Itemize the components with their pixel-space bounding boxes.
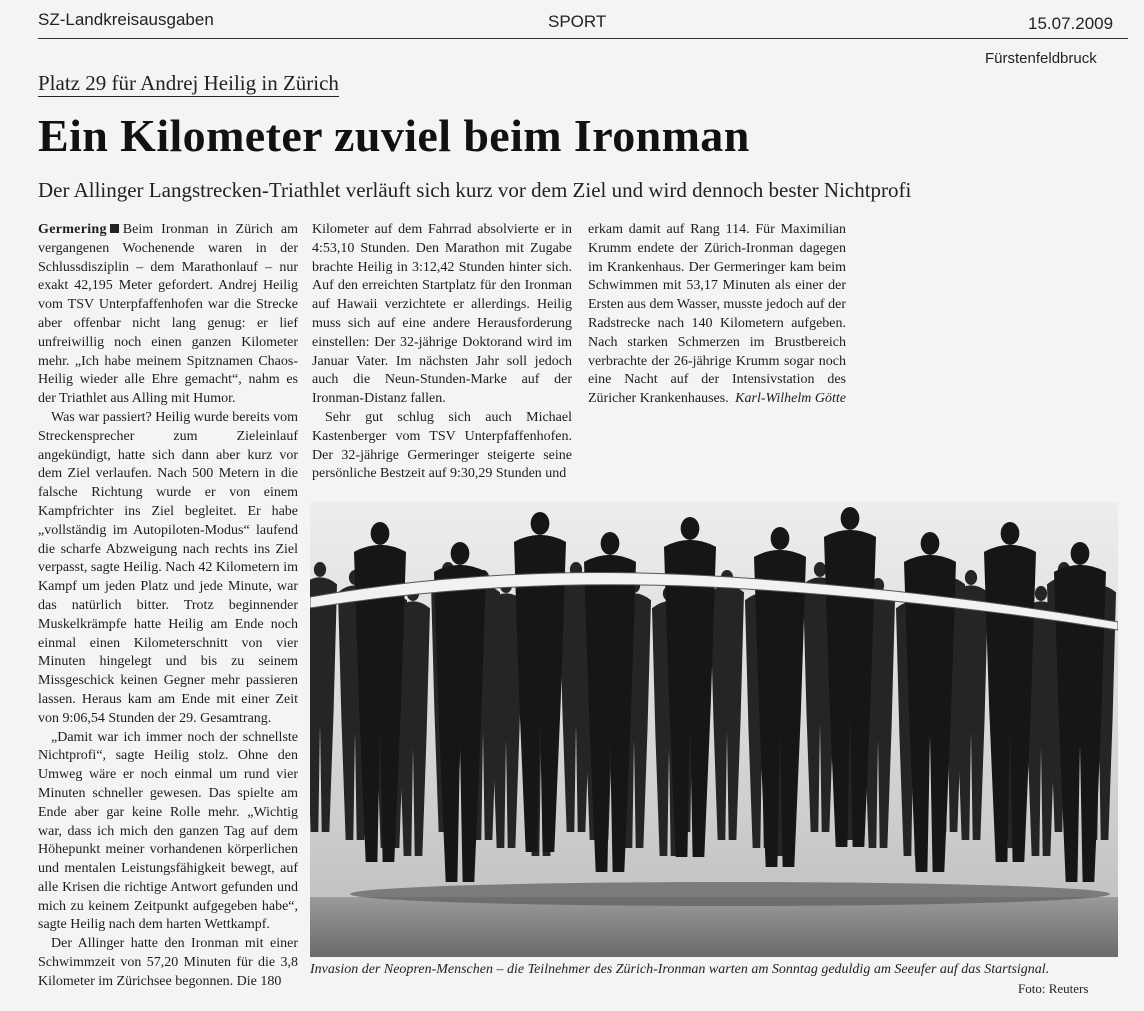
swimmer-head [921,532,940,555]
article-author: Karl-Wilhelm Götte [735,391,846,407]
article-column-3 [588,221,846,483]
article-headline: Ein Kilometer zuviel beim Ironman [38,110,750,161]
swimmer-head [681,517,700,540]
triathletes-photo-illustration [310,502,1118,957]
article-paragraph: erkam damit auf Rang 114. Für Maximilian Krumm endete der Zürich-Ironman dagegen im Krankenhaus. Der Germeringer kam beim Schwimmen mit 53,17 Minuten als einer der Ersten aus dem Wasser, musste jedoch auf der Radstrecke nach 140 Kilometern aufgeben. Nach starken Schmerzen im Brustbereich verbrachte der 26-jährige Krumm sogar noch eine Nacht auf der Intensivstation des Züricher Krankenhauses. Karl-Wilhelm Götte [588,221,846,409]
photo-credit: Foto: Reuters [1018,981,1089,996]
swimmer-head [451,542,470,565]
section-name: SPORT [548,12,607,31]
article-column-2 [312,221,572,483]
article-paragraph: „Damit war ich immer noch der schnellste Nichtprofi“, sagte Heilig stolz. Ohne den Umweg wäre er noch einmal um rund vier Minuten schneller gewesen. Das spielte am Ende aber gar keine Rolle mehr. „Wichtig war, dass ich mich den ganzen Tag auf dem Höhepunkt meiner vorhandenen körperlichen und mentalen Leistungsfähigkeit bewegt, auf alle Krisen die richtige Antwort gefunden und mich zu keinem Zeitpunkt aufgegeben habe“, sagte Heilig nach dem harten Wettkampf. [38,729,298,933]
issue-date: 15.07.2009 [1028,14,1114,33]
dateline-square-icon [110,224,119,233]
article-paragraph: Kilometer auf dem Fahrrad absolvierte er in 4:53,10 Stunden. Den Marathon mit Zugabe brachte Heilig in 3:12,42 Stunden hinter sich. Auf den erreichten Startplatz für den Ironman auf Hawaii verzichtete er allerdings. Heilig muss sich auf eine andere Herausforderung einstellen: Der 32-jährige Doktorand wird im Januar Vater. Im nächsten Jahr soll jedoch auch die Neun-Stunden-Marke auf der Ironman-Distanz fallen. [312,222,572,407]
swimmer-head [1071,542,1090,565]
edition-name: Fürstenfeldbruck [985,50,1097,67]
article-paragraph: Was war passiert? Heilig wurde bereits vom Streckensprecher zum Zieleinlauf angekündigt, hatte sich dann aber kurz vor dem Ziel verlaufen. Nach 500 Metern in die falsche Richtung wurde er von einem Kampfrichter ins Ziel begleitet. Er habe „vollständig im Autopiloten-Modus“ laufend die scharfe Abzweigung nach rechts ins Ziel verpasst, sagte Heilig. Nach 42 Kilometern im Kampf um jeden Platz und jede Minute, war das natürlich bitter. Trotz beginnender Muskelkrämpfe hatte Heilig am Ende noch einmal einen Kilometerschnitt von vier Minuten hingelegt und bis zu seinem Missgeschick keinen Gegner mehr passieren lassen. Heraus kam am Ende mit einer Zeit von 9:06,54 Stunden der 29. Gesamtrang. [38,409,298,726]
swimmer-head [841,507,860,530]
article-column-4 [866,221,1128,483]
article-paragraph: Sehr gut schlug sich auch Michael Kastenberger vom TSV Unterpfaffenhofen. Der 32-jährige Germeringer steigerte seine persönliche Bestzeit auf 9:30,29 Stunden und [312,409,572,482]
header-rule [38,38,1128,39]
swimmer-head [1035,586,1047,601]
article-photo [310,502,1118,957]
swimmer-head [314,562,326,577]
swimmer-head [965,570,977,585]
swimmer-head [531,512,550,535]
publication-name: SZ-Landkreisausgaben [38,10,214,29]
article-paragraph: Germering Beim Ironman in Zürich am vergangenen Wochenende waren in der Schlussdisziplin – dem Marathonlauf – nur exakt 42,195 Meter gefordert. Andrej Heilig vom TSV Unterpfaffenhofen war die Strecke aber offenbar nicht lang genug: er lief unfreiwillig noch einen ganzen Kilometer mehr. „Ich habe meinem Spitznamen Chaos-Heilig wieder alle Ehre gemacht“, nahm es der Triathlet aus Alling mit Humor. [38,222,298,407]
swimmer-head [601,532,620,555]
swimmer-head [1001,522,1020,545]
swimmer-head [814,562,826,577]
article-paragraph: Der Allinger hatte den Ironman mit einer Schwimmzeit von 57,20 Minuten für die 3,8 Kilometer im Zürichsee begonnen. Die 180 [38,936,298,989]
article-kicker: Platz 29 für Andrej Heilig in Zürich [38,71,339,95]
article-subhead: Der Allinger Langstrecken-Triathlet verläuft sich kurz vor dem Ziel und wird dennoch bester Nichtprofi [38,178,912,202]
article-column-1 [38,221,298,991]
swimmer-head [371,522,390,545]
swimmer-head [771,527,790,550]
article-dateline: Germering [38,222,107,237]
photo-caption: Invasion der Neopren-Menschen – die Teilnehmer des Zürich-Ironman warten am Sonntag geduldig am Seeufer auf das Startsignal. [310,962,1050,977]
